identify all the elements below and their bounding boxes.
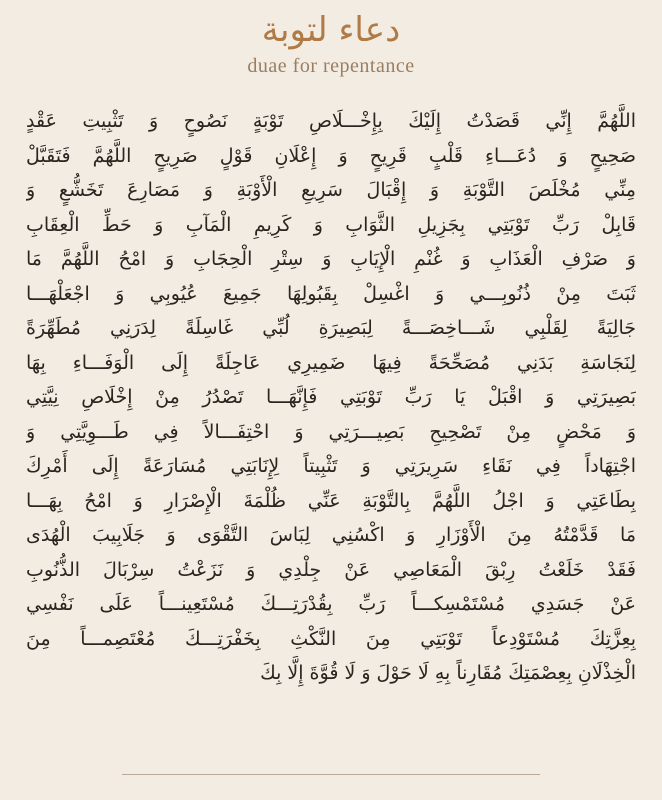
page-title-arabic: دعاء لتوبة — [261, 10, 401, 50]
prayer-line: اللَّهُمَّ إِنِّي قَصَدْتُ إِلَيْكَ بِإِخْـــلَاصِ تَوْبَةٍ نَصُوحٍ وَ تَثْبِيتِ عَقْدٍ — [26, 110, 636, 132]
prayer-line: مَا قَدَّمْتُهُ مِنَ الْأَوْزَارِ وَ اكْسُنِي لِبَاسَ التَّقْوَى وَ جَلَابِيبَ الْهُدَى — [26, 524, 636, 546]
prayer-line: ثَبَتَ مِنْ ذُنُوبِـــي وَ اغْسِلْ بِقَبُولِهَا جَمِيعَ عُيُوبِي وَ اجْعَلْهَـــا — [26, 282, 636, 305]
prayer-line: الْخِذْلَانِ بِعِصْمَتِكَ مُقَارِناً بِهِ لَا حَوْلَ وَ لَا قُوَّةَ إِلَّا بِكَ — [260, 662, 636, 684]
prayer-line: وَ مَحْضٍ مِنْ تَصْحِيحِ بَصِيـــرَتِي وَ احْتِفَـــالاً فِي طَـــوِيَّتِي وَ — [26, 420, 636, 443]
prayer-line: بِعِزَّتِكَ مُسْتَوْدِعاً تَوْبَتِي مِنَ النَّكْثِ بِخَفْرَتِـــكَ مُعْتَصِمـــاً مِنَ — [26, 627, 636, 650]
prayer-line: بِطَاعَتِي وَ اجْلُ اللَّهُمَّ بِالتَّوْبَةِ عَنِّي ظُلْمَةَ الْإِصْرَارِ وَ امْحُ بِهَـــا — [26, 489, 636, 512]
prayer-line: وَ صَرْفِ الْعَذَابِ وَ غُنْمِ الْإِيَابِ وَ سِتْرِ الْحِجَابِ وَ امْحُ اللَّهُمَّ مَا — [26, 248, 636, 270]
prayer-line: فَقَدْ خَلَعْتُ رِبْقَ الْمَعَاصِي عَنْ جِلْدِي وَ نَزَعْتُ سِرْبَالَ الذُّنُوبِ — [26, 558, 636, 581]
prayer-text — [26, 104, 636, 691]
prayer-line: لِنَجَاسَةِ بَدَنِي مُصَحِّحَةً فِيهَا ضَمِيرِي عَاجِلَةً إِلَى الْوَفَـــاءِ بِهَا — [26, 351, 636, 374]
prayer-line: بَصِيرَتِي وَ اقْبَلْ يَا رَبِّ تَوْبَتِي فَإِنَّهَـــا تَصْدُرُ مِنْ إِخْلَاصِ نِيَّتِي — [26, 386, 636, 408]
prayer-line: اجْتِهَاداً فِي نَقَاءِ سَرِيرَتِي وَ تَثْبِيتاً لِإِنَابَتِي مُسَارَعَةً إِلَى أَمْرِكَ — [26, 455, 636, 477]
bottom-divider — [122, 774, 540, 775]
prayer-line: عَنْ جَسَدِي مُسْتَمْسِكـــاً رَبِّ بِقُدْرَتِـــكَ مُسْتَعِينـــاً عَلَى نَفْسِي — [26, 593, 636, 615]
prayer-line: مِنِّي مُخْلَصَ التَّوْبَةِ وَ إِقْبَالَ سَرِيعِ الْأَوْبَةِ وَ مَصَارِعَ تَخَشُّعٍ وَ — [26, 179, 636, 201]
prayer-line: جَالِيَةً لِقَلْبِي شَـــاخِصَـــةً لِبَصِيرَةِ لُبِّي غَاسِلَةً لِدَرَنِي مُطَهِّرَةً — [26, 317, 636, 339]
page-subtitle-english: duae for repentance — [247, 55, 415, 77]
prayer-line: صَحِيحٍ وَ دُعَـــاءِ قَلْبٍ قَرِيحٍ وَ إِعْلَانِ قَوْلٍ صَرِيحٍ اللَّهُمَّ فَتَقَبَّلْ — [26, 144, 636, 167]
prayer-line: قَابِلْ رَبِّ تَوْبَتِي بِجَزِيلِ الثَّوَابِ وَ كَرِيمِ الْمَآبِ وَ حَطِّ الْعِقَابِ — [26, 213, 636, 236]
